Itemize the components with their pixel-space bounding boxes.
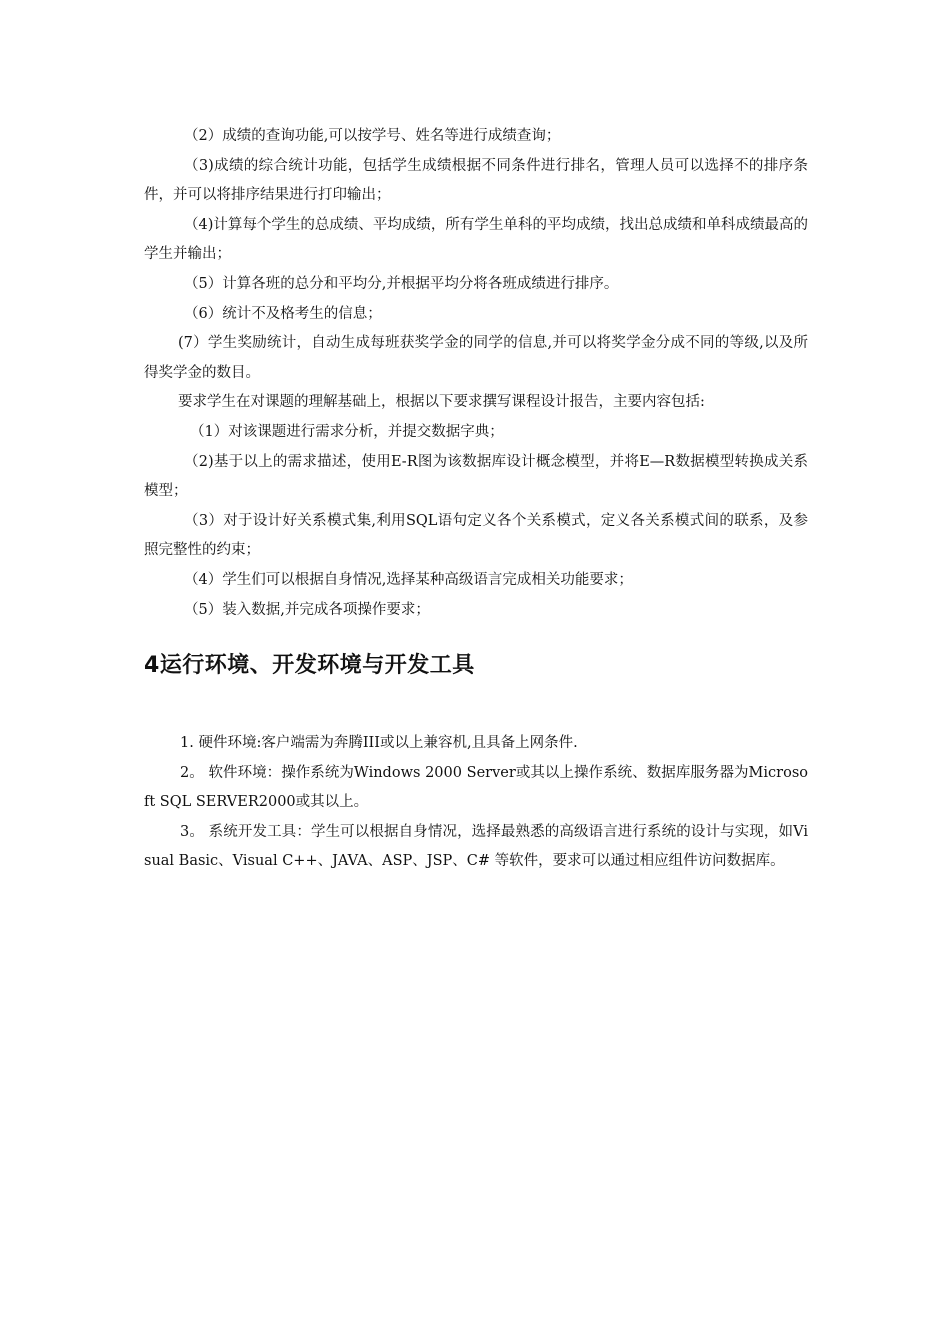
report-item-2: （2)基于以上的需求描述，使用E-R图为该数据库设计概念模型，并将E—R数据模型转换成关系模型； [144, 453, 808, 500]
env-item-dev-tools: 3。 系统开发工具：学生可以根据自身情况，选择最熟悉的高级语言进行系统的设计与实现，如Visual Basic、Visual C++、JAVA、ASP、JSP、C# 等软件，要求可以通过相应组件访问数据库。 [144, 823, 808, 870]
env-item-software: 2。 软件环境：操作系统为Windows 2000 Server或其以上操作系统、数据库服务器为Microsoft SQL SERVER2000或其以上。 [144, 764, 808, 811]
requirement-item-2: （2）成绩的查询功能,可以按学号、姓名等进行成绩查询； [184, 128, 561, 144]
report-item-1: （1）对该课题进行需求分析，并提交数据字典； [190, 423, 504, 440]
requirement-item-5: （5）计算各班的总分和平均分,并根据平均分将各班成绩进行排序。 [184, 275, 619, 292]
document-body [144, 122, 808, 877]
report-item-5: （5）装入数据,并完成各项操作要求； [184, 601, 430, 618]
requirement-item-7: (7）学生奖励统计，自动生成每班获奖学金的同学的信息,并可以将奖学金分成不同的等级,以及所得奖学金的数目。 [144, 335, 808, 381]
report-item-3: （3）对于设计好关系模式集,利用SQL语句定义各个关系模式，定义各关系模式间的联系，及参照完整性的约束； [144, 512, 808, 559]
requirement-item-3: （3)成绩的综合统计功能，包括学生成绩根据不同条件进行排名，管理人员可以选择不的排序条件，并可以将排序结果进行打印输出； [144, 157, 808, 204]
env-item-hardware: 1. 硬件环境:客户端需为奔腾III或以上兼容机,且具备上网条件. [180, 735, 578, 752]
report-item-4: （4）学生们可以根据自身情况,选择某种高级语言完成相关功能要求； [184, 571, 633, 588]
section-4-body [144, 729, 808, 877]
requirement-item-6: （6）统计不及格考生的信息； [184, 305, 382, 322]
section-4-heading: 4运行环境、开发环境与开发工具 [144, 653, 475, 679]
report-intro: 要求学生在对课题的理解基础上，根据以下要求撰写课程设计报告，主要内容包括: [178, 394, 705, 411]
requirement-item-4: （4)计算每个学生的总成绩、平均成绩，所有学生单科的平均成绩，找出总成绩和单科成绩最高的学生并输出； [144, 216, 808, 263]
